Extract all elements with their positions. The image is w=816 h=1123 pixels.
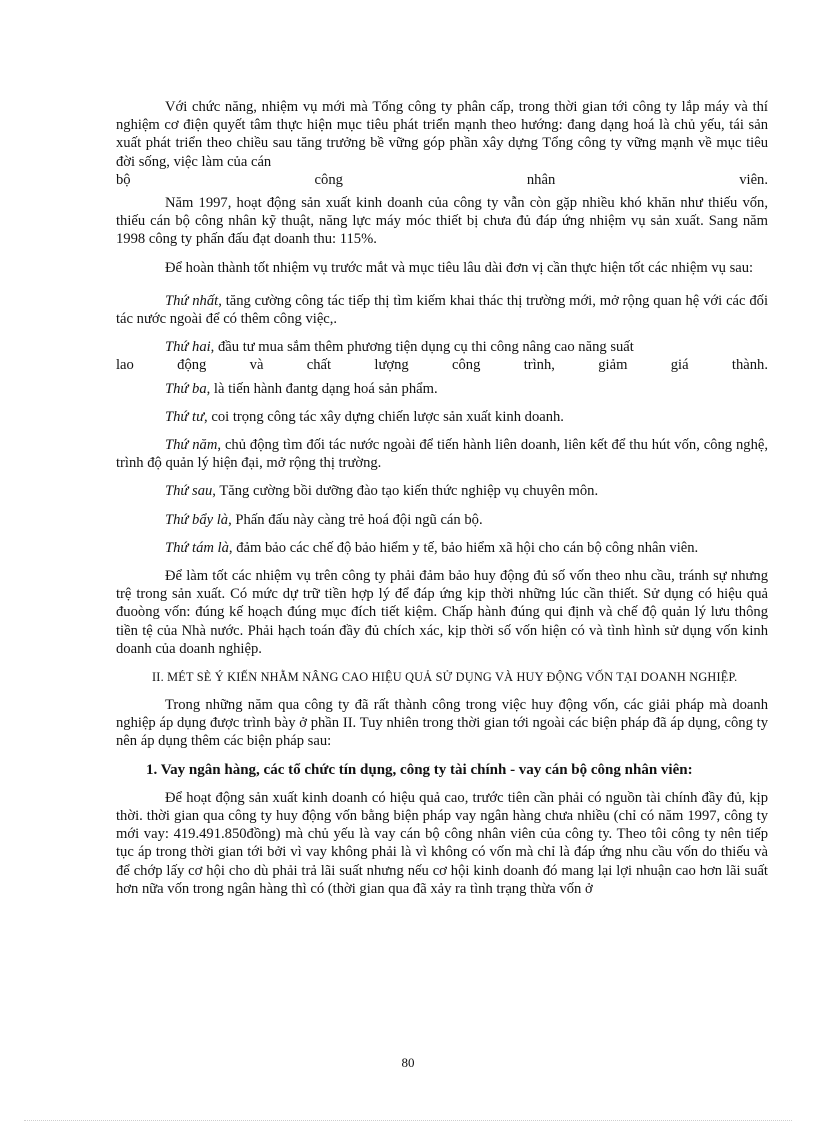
task-second bbox=[116, 338, 768, 356]
task-fourth-label: Thứ tư bbox=[165, 408, 205, 425]
page-bottom-divider bbox=[24, 1120, 792, 1121]
task-third-text: , là tiến hành đantg dạng hoá sản phẩm. bbox=[206, 380, 438, 397]
paragraph-mission-last-line: bộ công nhân viên. bbox=[116, 171, 768, 188]
paragraph-mission: Với chức năng, nhiệm vụ mới mà Tổng công ty phân cấp, trong thời gian tới công ty lắp máy và thí nghiệm cơ điện quyết tâm thực hiện mục tiêu phát triển mạnh theo hướng: đang dạng hoá là chủ yếu, tái sản xuất phát triển theo chiều sau tăng trưởng bề vững góp phần xây dựng Tổng công ty vững mạnh về mục tiêu đời sống, việc làm của cán bbox=[116, 99, 768, 170]
task-first-label: Thứ nhất bbox=[165, 292, 219, 309]
paragraph-tasks-intro: Để hoàn thành tốt nhiệm vụ trước mắt và mục tiêu lâu dài đơn vị cần thực hiện tốt các nhiệm vụ sau: bbox=[165, 259, 754, 276]
task-sixth-label: Thứ sau bbox=[165, 483, 213, 500]
task-eighth bbox=[116, 539, 768, 557]
task-fourth-text: , coi trọng công tác xây dựng chiến lược sản xuất kinh doanh. bbox=[204, 408, 564, 425]
page-number: 80 bbox=[401, 1055, 415, 1070]
task-first-text: , tăng cường công tác tiếp thị tìm kiếm khai thác thị trường mới, mở rộng quan hệ với các đối tác nước ngoài để có thêm công việc,. bbox=[116, 292, 769, 328]
task-third-label: Thứ ba bbox=[165, 380, 207, 397]
paragraph-funding-requirements: Để làm tốt các nhiệm vụ trên công ty phải đảm bảo huy động đủ số vốn theo nhu cầu, tránh sự nhưng trệ trong sản xuất. Có mức dự trữ tiền hợp lý để đáp ứng kịp thời những lúc cần thiết. Sử dụng có hiệu quả đuoòng vốn: đúng kế hoạch đúng mục đích tiết kiệm. Chấp hành đúng qui định và chế độ quản lý lưu thông tiền tệ của Nhà nước. Phải hạch toán đầy đủ chích xác, kịp thời số vốn hiện có và tình hình sử dụng vốn kinh doanh của doanh nghiệp. bbox=[116, 568, 768, 657]
task-second-label: Thứ hai bbox=[165, 339, 211, 356]
section-heading-ii: II. MÉT SÈ Ý KIẾN NHẰM NÂNG CAO HIỆU QUẢ SỬ DỤNG VÀ HUY ĐỘNG VỐN TẠI DOANH NGHIỆP. bbox=[152, 670, 738, 685]
task-seventh-label: Thứ bẩy là bbox=[165, 511, 229, 528]
task-first bbox=[116, 292, 768, 328]
task-sixth-text: , Tăng cường bồi dưỡng đào tạo kiến thức nghiệp vụ chuyên môn. bbox=[212, 483, 599, 500]
task-fifth-label: Thứ năm bbox=[165, 437, 218, 454]
task-fourth bbox=[116, 408, 768, 426]
task-sixth bbox=[116, 482, 768, 500]
task-fifth bbox=[116, 436, 768, 472]
task-seventh-text: , Phấn đấu này càng trẻ hoá đội ngũ cán bộ. bbox=[228, 511, 483, 528]
paragraph-1997-situation: Năm 1997, hoạt động sản xuất kinh doanh của công ty vẫn còn gặp nhiều khó khăn như thiếu vốn, thiếu cán bộ công nhân kỹ thuật, năng lực máy móc thiết bị chưa đủ đáp ứng nhiệm vụ sản xuất. Sang năm 1998 công ty phấn đấu đạt doanh thu: 115%. bbox=[116, 195, 768, 248]
task-eighth-text: , đảm bảo các chế độ bảo hiểm y tế, bảo hiểm xã hội cho cán bộ công nhân viên. bbox=[228, 539, 699, 556]
task-seventh bbox=[116, 511, 768, 529]
paragraph-bank-loans: Để hoạt động sản xuất kinh doanh có hiệu quả cao, trước tiên cần phải có nguồn tài chính đầy đủ, kịp thời. thời gian qua công ty huy động vốn bằng biện pháp vay ngân hàng chưa nhiều (chỉ có năm 1997, công ty mới vay: 419.491.850đồng) mà chủ yếu là vay cán bộ công nhân viên của công ty. Theo tôi công ty nên tiếp tục áp trong thời gian tới bởi vì vay không phải là vì không có vốn mà chỉ là đáp ứng nhu cầu vốn do thiếu và để chớp lấy cơ hội cho dù phải trả lãi suất nhưng nếu cơ hội kinh doanh đó mang lại lợi nhuận cao hơn lãi suất hơn nữa vốn trong ngân hàng thì có (thời gian qua đã xảy ra tình trạng thừa vốn ở bbox=[116, 789, 768, 897]
task-second-text: , đầu tư mua sắm thêm phương tiện dụng cụ thi công nâng cao năng suất bbox=[210, 339, 634, 356]
subheading-bank-loans: 1. Vay ngân hàng, các tổ chức tín dụng, công ty tài chính - vay cán bộ công nhân viên: bbox=[146, 761, 693, 778]
task-eighth-label: Thứ tám là bbox=[165, 539, 229, 556]
task-third bbox=[116, 380, 768, 398]
task-fifth-text: , chủ động tìm đối tác nước ngoài để tiến hành liên doanh, liên kết để thu hút vốn, công nghệ, trình độ quản lý hiện đại, mở rộng thị trường. bbox=[116, 437, 769, 472]
page-content bbox=[116, 98, 768, 898]
task-second-last-line: lao động và chất lượng công trình, giảm giá thành. bbox=[116, 357, 768, 374]
paragraph-section-intro: Trong những năm qua công ty đã rất thành công trong việc huy động vốn, các giải pháp mà doanh nghiệp áp dụng được trình bày ở phần II. Tuy nhiên trong thời gian tới ngoài các biện pháp đã áp dụng, công ty nên áp dụng thêm các biện pháp sau: bbox=[116, 697, 768, 750]
